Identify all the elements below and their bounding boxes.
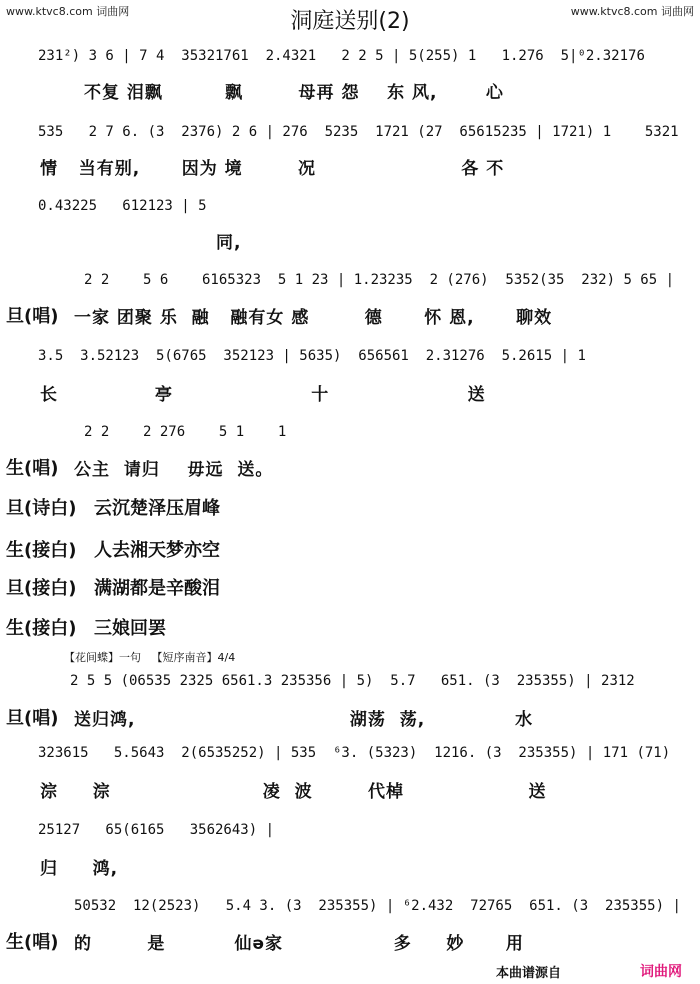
- notation-line-1: 231²) 3 6 | 7 4 35321761 2.4321 2 2 5 | 5(255) 1 1.276 5|⁰2.32176: [38, 48, 645, 64]
- speaker-role: 生(唱): [6, 932, 59, 953]
- spoken-line: 人去湘天梦亦空: [94, 540, 220, 561]
- tempo-marks: 【花间蝶】一句 【短序南音】4/4: [64, 651, 236, 664]
- speaker-role: 生(接白): [6, 540, 77, 561]
- site-header-left: www.ktvc8.com 词曲网: [6, 5, 130, 18]
- lyric-line-6: 公主 请归 毋远 送。: [74, 460, 274, 480]
- source-footer: 本曲谱源自: [496, 966, 562, 981]
- speaker-role: 生(唱): [6, 458, 59, 479]
- lyric-line-2: 情 当有别, 因为 境 况 各 不: [40, 159, 505, 179]
- notation-line-6: 2 2 2 276 5 1 1: [84, 424, 287, 440]
- lyric-line-7: 送归鸿, 湖荡 荡, 水: [74, 710, 534, 730]
- site-logo: 词曲网: [640, 964, 682, 980]
- lyric-line-10: 的 是 仙ə家 多 妙 用: [74, 934, 524, 954]
- speaker-role: 旦(唱): [6, 306, 59, 327]
- spoken-line: 三娘回罢: [94, 618, 166, 639]
- notation-line-5: 3.5 3.52123 5(6765 352123 | 5635) 656561 2.31276 5.2615 | 1: [38, 348, 586, 364]
- lyric-line-1: 不复 泪飘 飘 母再 怨 东 风, 心: [84, 83, 504, 103]
- lyric-line-8: 淙 淙 凌 波 代棹 送: [40, 782, 547, 802]
- speaker-role: 旦(唱): [6, 708, 59, 729]
- notation-line-7: 2 5 5 (06535 2325 6561.3 235356 | 5) 5.7 651. (3 235355) | 2312: [70, 673, 635, 689]
- lyric-line-9: 归 鸿,: [40, 859, 119, 879]
- speaker-role: 旦(诗白): [6, 498, 77, 519]
- lyric-line-5: 长 亭 十 送: [40, 385, 486, 405]
- notation-line-3: 0.43225 612123 | 5: [38, 198, 207, 214]
- notation-line-9: 25127 65(6165 3562643) |: [38, 822, 275, 838]
- spoken-line: 满湖都是辛酸泪: [94, 578, 220, 599]
- lyric-line-3: 同,: [216, 233, 242, 253]
- notation-line-2: 535 2 7 6. (3 2376) 2 6 | 276 5235 1721 (27 65615235 | 1721) 1 5321: [38, 124, 679, 140]
- notation-line-10: 50532 12(2523) 5.4 3. (3 235355) | ⁶2.432 72765 651. (3 235355) |: [74, 898, 681, 914]
- score-title: 洞庭送别(2): [290, 9, 410, 34]
- site-header-right: www.ktvc8.com 词曲网: [570, 5, 694, 18]
- spoken-line: 云沉楚泽压眉峰: [94, 498, 220, 519]
- notation-line-4: 2 2 5 6 6165323 5 1 23 | 1.23235 2 (276) 5352(35 232) 5 65 |: [84, 272, 675, 288]
- speaker-role: 旦(接白): [6, 578, 77, 599]
- speaker-role: 生(接白): [6, 618, 77, 639]
- notation-line-8: 323615 5.5643 2(6535252) | 535 ⁶3. (5323) 1216. (3 235355) | 171 (71): [38, 745, 671, 761]
- lyric-line-4: 一家 团聚 乐 融 融有女 感 德 怀 恩, 聊效: [74, 308, 553, 328]
